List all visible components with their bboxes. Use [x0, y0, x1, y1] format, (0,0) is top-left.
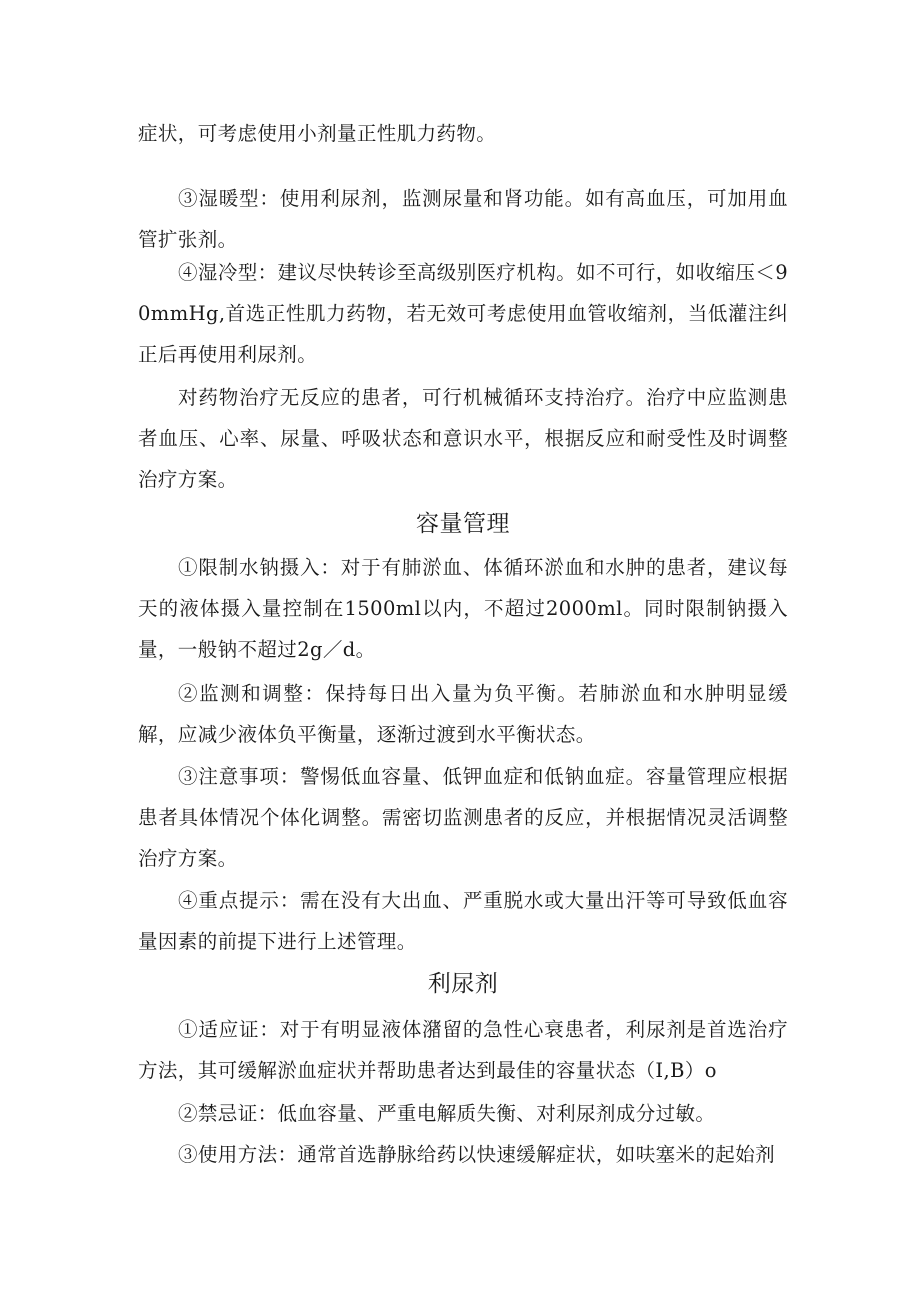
paragraph-wet-cold-type: ④湿冷型：建议尽快转诊至高级别医疗机构。如不可行，如收缩压＜90mmHg,首选正性肌力药物，若无效可考虑使用血管收缩剂，当低灌注纠正后再使用利尿剂。	[138, 261, 788, 366]
section-heading-diuretics: 利尿剂	[427, 971, 499, 997]
section-heading-volume-management: 容量管理	[416, 511, 510, 537]
paragraph-indications: ①适应证：对于有明显液体潴留的急性心衰患者，利尿剂是首选治疗方法，其可缓解淤血症状并帮助患者达到最佳的容量状态（I,B）o	[138, 1018, 788, 1082]
paragraph-restrict-water-sodium: ①限制水钠摄入：对于有肺淤血、体循环淤血和水肿的患者，建议每天的液体摄入量控制在1500ml以内，不超过2000ml。同时限制钠摄入量，一般钠不超过2g／d。	[138, 556, 788, 661]
paragraph-mechanical-support: 对药物治疗无反应的患者，可行机械循环支持治疗。治疗中应监测患者血压、心率、尿量、呼吸状态和意识水平，根据反应和耐受性及时调整治疗方案。	[138, 386, 788, 491]
paragraph-key-points: ④重点提示：需在没有大出血、严重脱水或大量出汗等可导致低血容量因素的前提下进行上述管理。	[138, 889, 788, 953]
paragraph-precautions: ③注意事项：警惕低血容量、低钾血症和低钠血症。容量管理应根据患者具体情况个体化调整。需密切监测患者的反应，并根据情况灵活调整治疗方案。	[138, 765, 788, 870]
paragraph-wet-warm-type: ③湿暖型：使用利尿剂，监测尿量和肾功能。如有高血压，可加用血管扩张剂。	[138, 187, 788, 251]
paragraph-usage-method: ③使用方法：通常首选静脉给药以快速缓解症状，如呋塞米的起始剂	[178, 1143, 776, 1166]
paragraph-contraindications: ②禁忌证：低血容量、严重电解质失衡、对利尿剂成分过敏。	[178, 1102, 716, 1125]
paragraph-monitor-adjust: ②监测和调整：保持每日出入量为负平衡。若肺淤血和水肿明显缓解，应减少液体负平衡量，逐渐过渡到水平衡状态。	[138, 682, 788, 746]
paragraph-continuation: 症状，可考虑使用小剂量正性肌力药物。	[138, 122, 497, 145]
